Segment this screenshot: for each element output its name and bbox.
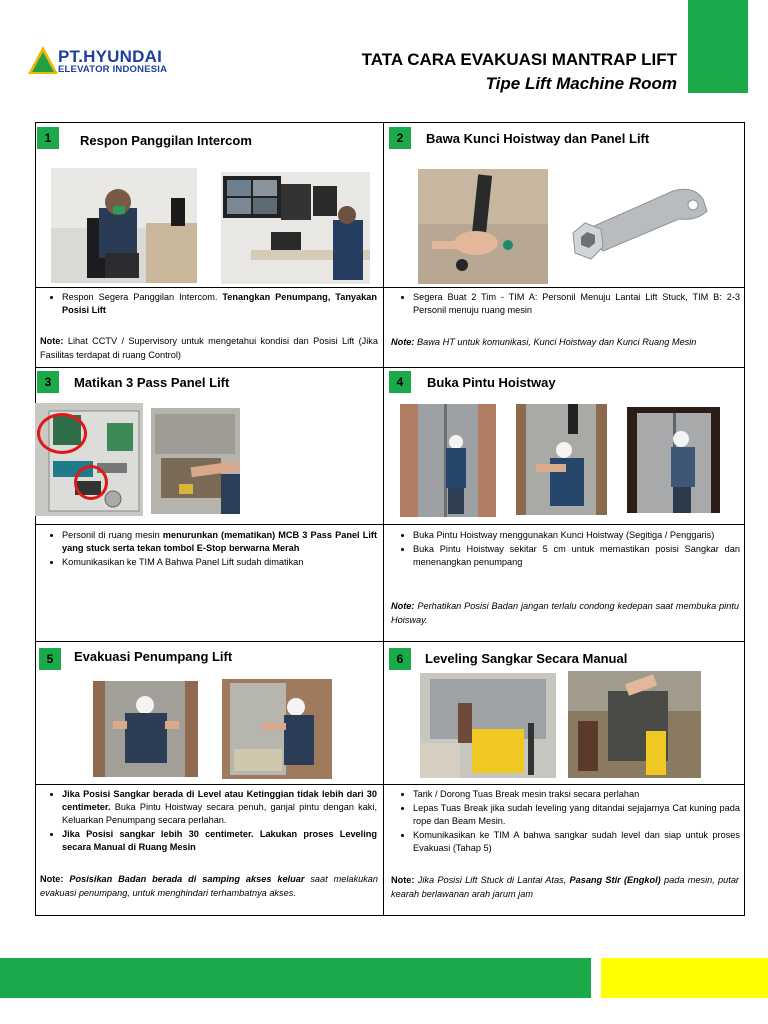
section-4-caption-divider bbox=[383, 524, 745, 525]
section-6-caption-divider bbox=[383, 784, 745, 785]
hoistway-door-photo-3 bbox=[627, 407, 720, 513]
step-4-note: Note: Perhatikan Posisi Badan jangan terlalu condong kedepan saat membuka pintu Hoisway. bbox=[391, 601, 739, 625]
page-title: TATA CARA EVAKUASI MANTRAP LIFT bbox=[361, 50, 677, 69]
step-2-instructions bbox=[395, 291, 740, 318]
step-4-title: Buka Pintu Hoistway bbox=[427, 375, 556, 390]
step-3-title: Matikan 3 Pass Panel Lift bbox=[74, 375, 230, 390]
step-6-instructions bbox=[395, 788, 740, 856]
step-number-6: 6 bbox=[389, 648, 411, 670]
step-2-bullet: • Segera Buat 2 Tim - TIM A: Personil Menuju Lantai Lift Stuck, TIM B: 2-3 Personil menuju ruang mesin bbox=[413, 291, 740, 317]
step-4-bullet-2: • Buka Pintu Hoistway sekitar 5 cm untuk memastikan posisi Sangkar dan menenangkan penumpang bbox=[413, 543, 740, 569]
logo-inner-triangle-icon bbox=[32, 52, 54, 72]
step-number-5: 5 bbox=[39, 648, 61, 670]
step-2-title: Bawa Kunci Hoistway dan Panel Lift bbox=[426, 131, 650, 146]
grid-divider-vertical bbox=[383, 122, 384, 916]
step-number-3: 3 bbox=[37, 371, 59, 393]
step-5-bullet-2: • Jika Posisi sangkar lebih 30 centimeter. Lakukan proses Leveling secara Manual di Ruang Mesin bbox=[62, 828, 377, 854]
hoistway-door-photo-2 bbox=[516, 404, 607, 515]
step-6-bullet-2: • Lepas Tuas Break jika sudah leveling yang ditandai sejajarnya Cat kuning pada rope dan Beam Mesin. bbox=[413, 802, 740, 828]
step-number-4: 4 bbox=[389, 371, 411, 393]
step-5-note: Note: Posisikan Badan berada di samping akses keluar saat melakukan evakuasi penumpang, untuk menghindari terhambatnya akses. bbox=[40, 874, 379, 898]
step-6-title: Leveling Sangkar Secara Manual bbox=[425, 651, 628, 666]
section-3-caption-divider bbox=[35, 524, 383, 525]
section-2-caption-divider bbox=[383, 287, 745, 288]
mcb-highlight-circle bbox=[37, 413, 87, 454]
footer-green-bar bbox=[0, 958, 591, 998]
brake-lever-photo bbox=[568, 671, 701, 778]
evacuation-photo-2 bbox=[222, 679, 332, 779]
step-number-2: 2 bbox=[389, 127, 411, 149]
logo-name: PT.HYUNDAI bbox=[58, 47, 163, 66]
step-6-note: Note: Jika Posisi Lift Stuck di Lantai Atas, Pasang Stir (Engkol) pada mesin, putar kearah berlawanan arah jarum jam bbox=[391, 875, 739, 899]
estop-highlight-circle bbox=[74, 465, 108, 500]
cctv-control-room-photo bbox=[221, 172, 370, 284]
step-1-note: Note: Lihat CCTV / Supervisory untuk mengetahui kondisi dan Posisi Lift (Jika Fasilitas terdapat di ruang Control) bbox=[40, 336, 378, 360]
grid-divider-row-2 bbox=[35, 641, 745, 642]
panel-key-photo bbox=[563, 171, 713, 274]
traction-machine-photo bbox=[420, 673, 556, 778]
page-subtitle: Tipe Lift Machine Room bbox=[485, 74, 677, 93]
evacuation-photo-1 bbox=[93, 681, 198, 777]
step-6-bullet-1: • Tarik / Dorong Tuas Break mesin traksi secara perlahan bbox=[413, 788, 740, 801]
step-4-instructions bbox=[395, 529, 740, 570]
step-1-instructions bbox=[44, 291, 377, 318]
step-6-bullet-3: • Komunikasikan ke TIM A bahwa sangkar sudah level dan siap untuk proses Evakuasi (Tahap 5) bbox=[413, 829, 740, 855]
footer-yellow-bar bbox=[601, 958, 768, 998]
hoistway-key-hand-photo bbox=[418, 169, 548, 284]
step-1-title: Respon Panggilan Intercom bbox=[80, 133, 252, 148]
logo-subtitle: ELEVATOR INDONESIA bbox=[58, 64, 168, 75]
step-5-bullet-1: • Jika Posisi Sangkar berada di Level atau Ketinggian tidak lebih dari 30 centimeter. Buka Pintu Hoistway secara penuh, ganjal pintu dengan kaki, Keluarkan Penumpang secara perlahan. bbox=[62, 788, 377, 827]
step-3-bullet-1: • Personil di ruang mesin menurunkan (mematikan) MCB 3 Pass Panel Lift yang stuck serta tekan tombol E-Stop berwarna Merah bbox=[62, 529, 377, 555]
step-4-bullet-1: • Buka Pintu Hoistway menggunakan Kunci Hoistway (Segitiga / Penggaris) bbox=[413, 529, 740, 542]
step-3-bullet-2: • Komunikasikan ke TIM A Bahwa Panel Lift sudah dimatikan bbox=[62, 556, 377, 569]
step-2-note: Note: Bawa HT untuk komunikasi, Kunci Hoistway dan Kunci Ruang Mesin bbox=[391, 337, 697, 347]
switching-mcb-photo bbox=[151, 408, 240, 514]
step-1-bullet: • Respon Segera Panggilan Intercom. Tenangkan Penumpang, Tanyakan Posisi Lift bbox=[62, 291, 377, 317]
step-3-instructions bbox=[44, 529, 377, 570]
step-5-instructions bbox=[44, 788, 377, 855]
step-5-title: Evakuasi Penumpang Lift bbox=[74, 649, 233, 664]
hoistway-door-photo-1 bbox=[400, 404, 496, 517]
step-number-1: 1 bbox=[37, 127, 59, 149]
header-green-block bbox=[688, 0, 748, 93]
section-1-caption-divider bbox=[35, 287, 383, 288]
grid-divider-row-1 bbox=[35, 367, 745, 368]
section-5-caption-divider bbox=[35, 784, 383, 785]
intercom-operator-photo bbox=[51, 168, 197, 283]
